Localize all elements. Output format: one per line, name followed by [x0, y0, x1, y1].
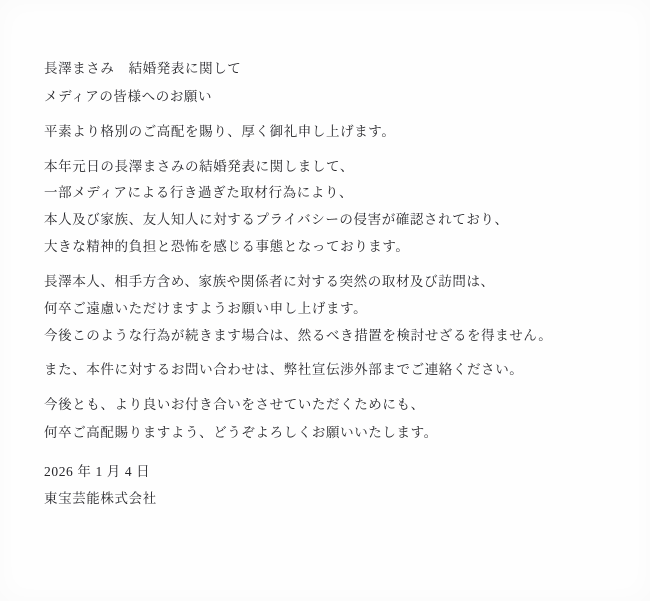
document-body	[44, 62, 610, 507]
signature-company: 東宝芸能株式会社	[44, 490, 157, 506]
situation-line-1: 本年元日の長澤まさみの結婚発表に関しまして、	[44, 158, 354, 174]
request-line-3: 今後このような行為が続きます場合は、然るべき措置を検討せざるを得ません。	[44, 327, 553, 343]
situation-line-2: 一部メディアによる行き過ぎた取材行為により、	[44, 185, 354, 201]
paragraph-contact	[44, 363, 610, 378]
heading-line-1: 長澤まさみ 結婚発表に関して	[44, 61, 242, 76]
paragraph-situation	[44, 160, 610, 255]
situation-line-3: 本人及び家族、友人知人に対するプライバシーの侵害が確認されており、	[44, 212, 509, 228]
heading-line-2: メディアの皆様へのお願い	[44, 88, 213, 104]
closing-line-2: 何卒ご高配賜りますよう、どうぞよろしくお願いいたします。	[44, 425, 438, 441]
request-line-2: 何卒ご遠慮いただけますようお願い申し上げます。	[44, 300, 368, 316]
signature-date: 2026 年 1 月 4 日	[44, 463, 151, 479]
paragraph-greeting	[44, 125, 610, 140]
greeting-line-1: 平素より格別のご高配を賜り、厚く御礼申し上げます。	[44, 123, 396, 139]
request-line-1: 長澤本人、相手方含め、家族や関係者に対する突然の取材及び訪問は、	[44, 273, 495, 289]
closing-line-1: 今後とも、より良いお付き合いをさせていただくためにも、	[44, 397, 425, 413]
contact-line-1: また、本件に対するお問い合わせは、弊社宣伝渉外部までご連絡ください。	[44, 362, 524, 378]
paragraph-heading	[44, 62, 610, 105]
paragraph-request	[44, 275, 610, 344]
signature-block	[44, 465, 610, 507]
situation-line-4: 大きな精神的負担と恐怖を感じる事態となっております。	[44, 239, 410, 255]
paragraph-closing	[44, 398, 610, 441]
